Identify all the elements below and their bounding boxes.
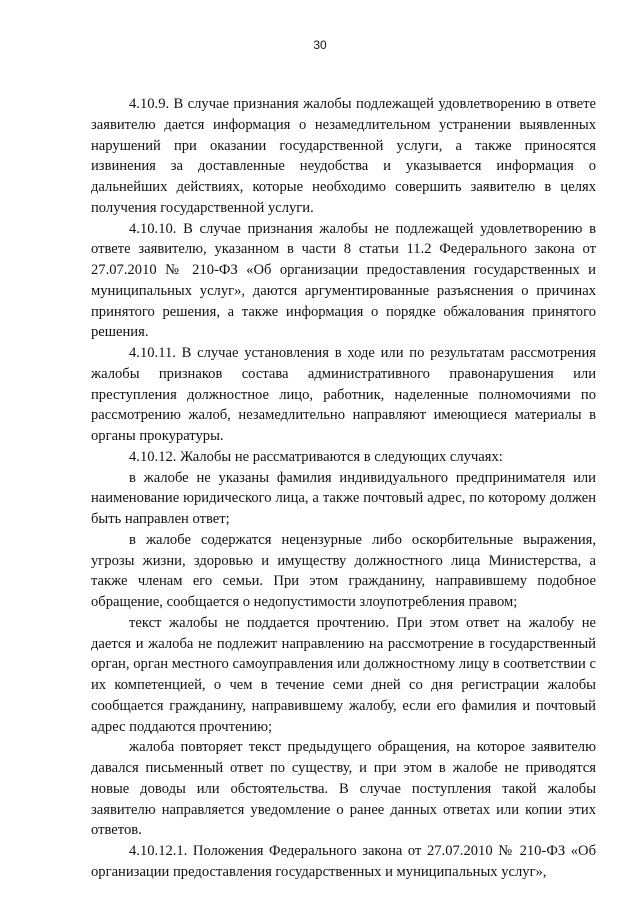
list-item-repeated-complaint: жалоба повторяет текст предыдущего обращения, на которое заявителю давался письменный ответ по существу, и при этом в жалобе не приводятся новые доводы или обстоятельства. В случае поступления такой жалобы заявителю направляется уведомление о ранее данных ответах или копии этих ответов. (91, 739, 596, 839)
paragraph-4-10-12-1: 4.10.12.1. Положения Федерального закона от 27.07.2010 № 210-ФЗ «Об организации предоставления государственных и муниципальных услуг», (91, 843, 596, 880)
document-body (91, 94, 596, 883)
paragraph-4-10-10: 4.10.10. В случае признания жалобы не подлежащей удовлетворению в ответе заявителю, указанном в части 8 статьи 11.2 Федерального закона от 27.07.2010 № 210-ФЗ «Об организации предоставления государственных и муниципальных услуг», даются аргументированные разъяснения о причинах принятого решения, а также информация о порядке обжалования принятого решения. (91, 220, 596, 341)
list-item-no-name-address: в жалобе не указаны фамилия индивидуального предпринимателя или наименование юридического лица, а также почтовый адрес, по которому должен быть направлен ответ; (91, 469, 596, 527)
list-item-offensive-language: в жалобе содержатся нецензурные либо оскорбительные выражения, угрозы жизни, здоровью и имуществу должностного лица Министерства, а также членам его семьи. При этом гражданину, направившему подобное обращение, сообщается о недопустимости злоупотребления правом; (91, 531, 596, 610)
page-number: 30 (313, 38, 327, 52)
paragraph-4-10-12: 4.10.12. Жалобы не рассматриваются в следующих случаях: (129, 448, 503, 465)
paragraph-4-10-9: 4.10.9. В случае признания жалобы подлежащей удовлетворению в ответе заявителю дается информация о незамедлительном устранении выявленных нарушений при оказании государственной услуги, а также приносятся извинения за доставленные неудобства и указывается информация о дальнейших действиях, которые необходимо совершить заявителю в целях получения государственной услуги. (91, 96, 596, 216)
list-item-unreadable-text: текст жалобы не поддается прочтению. При этом ответ на жалобу не дается и жалоба не подлежит направлению на рассмотрение в государственный орган, орган местного самоуправления или должностному лицу в соответствии с их компетенцией, о чем в течение семи дней со дня регистрации жалобы сообщается гражданину, направившему жалобу, если его фамилия и почтовый адрес поддаются прочтению; (91, 614, 596, 735)
paragraph-4-10-11: 4.10.11. В случае установления в ходе или по результатам рассмотрения жалобы признаков состава административного правонарушения или преступления должностное лицо, работник, наделенные полномочиями по рассмотрению жалоб, незамедлительно направляют имеющиеся материалы в органы прокуратуры. (91, 345, 596, 444)
